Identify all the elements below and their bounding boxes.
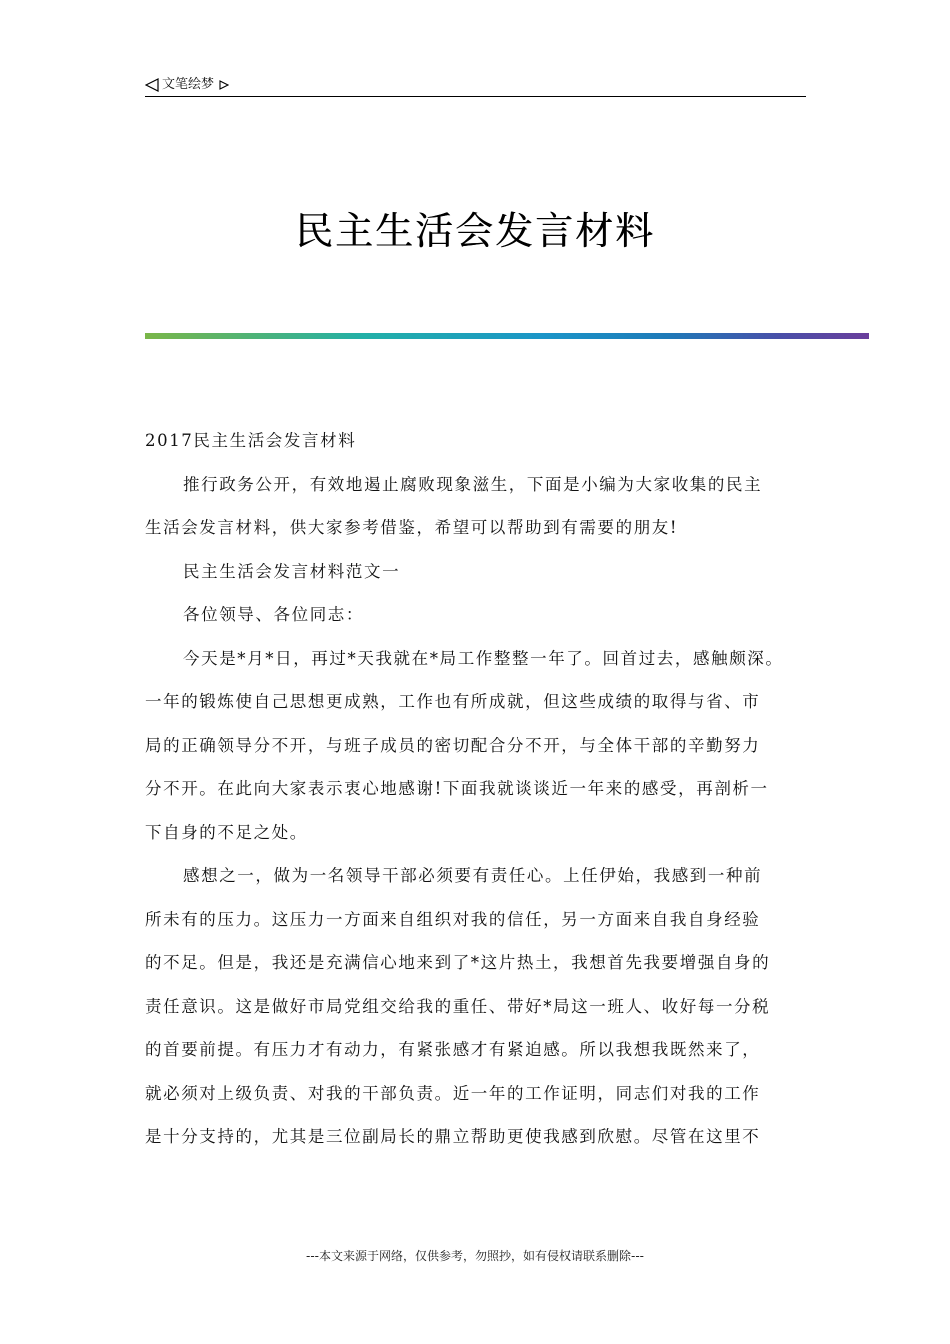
document-body	[145, 419, 806, 1159]
body-line: 生活会发言材料，供大家参考借鉴，希望可以帮助到有需要的朋友!	[145, 518, 679, 537]
triangle-left-icon	[145, 78, 159, 92]
page-header	[145, 74, 806, 97]
body-line: 的首要前提。有压力才有动力，有紧张感才有紧迫感。所以我想我既然来了，	[145, 1040, 761, 1059]
body-line: 民主生活会发言材料范文一	[183, 561, 401, 581]
body-line: 所未有的压力。这压力一方面来自组织对我的信任，另一方面来自我自身经验	[145, 909, 761, 929]
body-line: 今天是*月*日，再过*天我就在*局工作整整一年了。回首过去，感触颇深。	[183, 648, 784, 668]
body-line: 各位领导、各位同志：	[183, 605, 364, 624]
body-line: 是十分支持的，尤其是三位副局长的鼎立帮助更使我感到欣慰。尽管在这里不	[145, 1127, 761, 1146]
body-line: 的不足。但是，我还是充满信心地来到了*这片热土，我想首先我要增强自身的	[145, 953, 771, 972]
body-line: 分不开。在此向大家表示衷心地感谢!下面我就谈谈近一年来的感受，再剖析一	[145, 779, 769, 798]
title-divider	[145, 333, 869, 339]
body-line: 责任意识。这是做好市局党组交给我的重任、带好*局这一班人、收好每一分税	[145, 996, 771, 1016]
body-line: 局的正确领导分不开，与班子成员的密切配合分不开，与全体干部的辛勤努力	[145, 735, 761, 755]
body-line: 就必须对上级负责、对我的干部负责。近一年的工作证明，同志们对我的工作	[145, 1083, 761, 1103]
page-footer: ---本文来源于网络，仅供参考，勿照抄，如有侵权请联系删除---	[306, 1249, 644, 1263]
document-title: 民主生活会发言材料	[294, 209, 655, 253]
body-line: 2017民主生活会发言材料	[145, 431, 357, 450]
body-line: 推行政务公开，有效地遏止腐败现象滋生，下面是小编为大家收集的民主	[183, 474, 763, 494]
body-line: 下自身的不足之处。	[145, 822, 308, 842]
body-line: 一年的锻炼使自己思想更成熟，工作也有所成就，但这些成绩的取得与省、市	[145, 692, 761, 711]
triangle-right-icon	[219, 80, 229, 90]
header-brand: 文笔绘梦	[162, 77, 215, 92]
body-line: 感想之一，做为一名领导干部必须要有责任心。上任伊始，我感到一种前	[183, 866, 763, 885]
